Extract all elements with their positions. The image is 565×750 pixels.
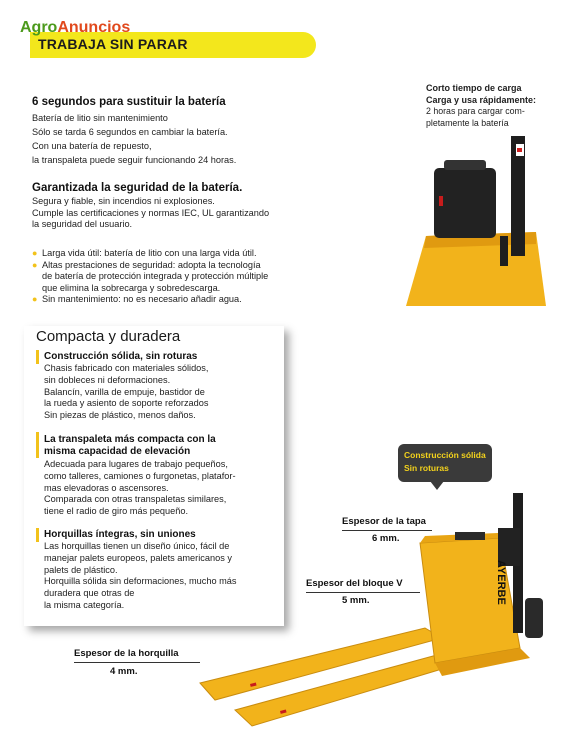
wheel-cover xyxy=(525,598,543,638)
bullet-item: ● Altas prestaciones de seguridad: adopta la tecnología de batería de protección integrada y protección múltiple que elimina la sobrecarga y sobredescarga. xyxy=(32,259,269,293)
battery-block xyxy=(434,168,496,238)
block-heading: Horquillas íntegras, sin uniones xyxy=(44,529,196,540)
safety-bullet-list xyxy=(32,248,268,306)
bubble-text: Construcción sólida Sin roturas xyxy=(404,450,486,473)
charge-note-text: 2 horas para cargar com- pletamente la batería xyxy=(426,106,525,128)
battery-swap-heading: 6 segundos para sustituir la batería xyxy=(32,96,226,108)
label-underline xyxy=(74,662,200,663)
top-plate xyxy=(455,532,485,540)
site-logo[interactable] xyxy=(20,20,130,36)
block-text: Chasis fabricado con materiales sólidos, sin dobleces ni deformaciones. Balancín, varilla de empuje, bastidor de la rueda y asiento de soporte reforzados Sin piezas de plástico, menos daños. xyxy=(44,363,209,421)
text-line: Batería de litio sin mantenimiento xyxy=(32,113,168,123)
fork-thickness-value: 4 mm. xyxy=(110,666,138,677)
text-line: Sólo se tarda 6 segundos en cambiar la batería. xyxy=(32,127,228,137)
logo-part-2: Anuncios xyxy=(57,19,131,36)
accent-bar xyxy=(36,432,39,458)
cover-thickness-value: 6 mm. xyxy=(372,533,400,544)
battery-handle xyxy=(444,160,486,170)
bullet-dot-icon: ● xyxy=(32,294,38,304)
accent-bar xyxy=(36,528,39,542)
bullet-item: ● Sin mantenimiento: no es necesario añadir agua. xyxy=(32,294,242,304)
logo-part-1: Agro xyxy=(20,19,58,36)
battery-swap-text xyxy=(32,111,236,167)
bullet-item: ● Larga vida útil: batería de litio con una larga vida útil. xyxy=(32,248,257,258)
block-text: Las horquillas tienen un diseño único, fácil de manejar palets europeos, palets americanos y palets de plástico. Horquilla sólida sin deformaciones, mucho más duradera que otras de la misma categoría. xyxy=(44,541,237,610)
fork-thickness-label: Espesor de la horquilla xyxy=(74,648,179,659)
safety-heading: Garantizada la seguridad de la batería. xyxy=(32,182,243,194)
block-heading: Construcción sólida, sin roturas xyxy=(44,351,198,362)
text-line: Con una batería de repuesto, xyxy=(32,141,152,151)
safety-text xyxy=(32,196,269,231)
bullet-dot-icon: ● xyxy=(32,248,38,258)
text-line: Segura y fiable, sin incendios ni explosiones. xyxy=(32,196,215,206)
banner-title: TRABAJA SIN PARAR xyxy=(38,36,188,52)
label-underline xyxy=(306,592,420,593)
text-line: Cumple las certificaciones y normas IEC, UL garantizando xyxy=(32,207,270,218)
cover-thickness-label: Espesor de la tapa xyxy=(342,516,426,527)
text-line: la transpaleta puede seguir funcionando 24 horas. xyxy=(32,155,237,165)
battery-product-image xyxy=(396,136,556,306)
block-thickness-label: Espesor del bloque V xyxy=(306,578,403,589)
text-line: la seguridad del usuario. xyxy=(32,219,133,229)
block-heading: La transpaleta más compacta con la misma capacidad de elevación xyxy=(44,434,216,457)
brand-text: AYERBE xyxy=(495,560,507,605)
block-thickness-value: 5 mm. xyxy=(342,595,370,606)
accent-bar xyxy=(36,350,39,364)
label-underline xyxy=(342,530,432,531)
bullet-dot-icon: ● xyxy=(32,259,38,270)
compact-title: Compacta y duradera xyxy=(36,328,181,345)
charge-note-heading: Corto tiempo de carga Carga y usa rápidamente: xyxy=(426,83,537,105)
block-text: Adecuada para lugares de trabajo pequeños, como talleres, camiones o furgonetas, platafor- mas elevadoras o ascensores. Comparada con otras transpaletas similares, tiene el radio de giro más pequeño. xyxy=(44,459,236,517)
